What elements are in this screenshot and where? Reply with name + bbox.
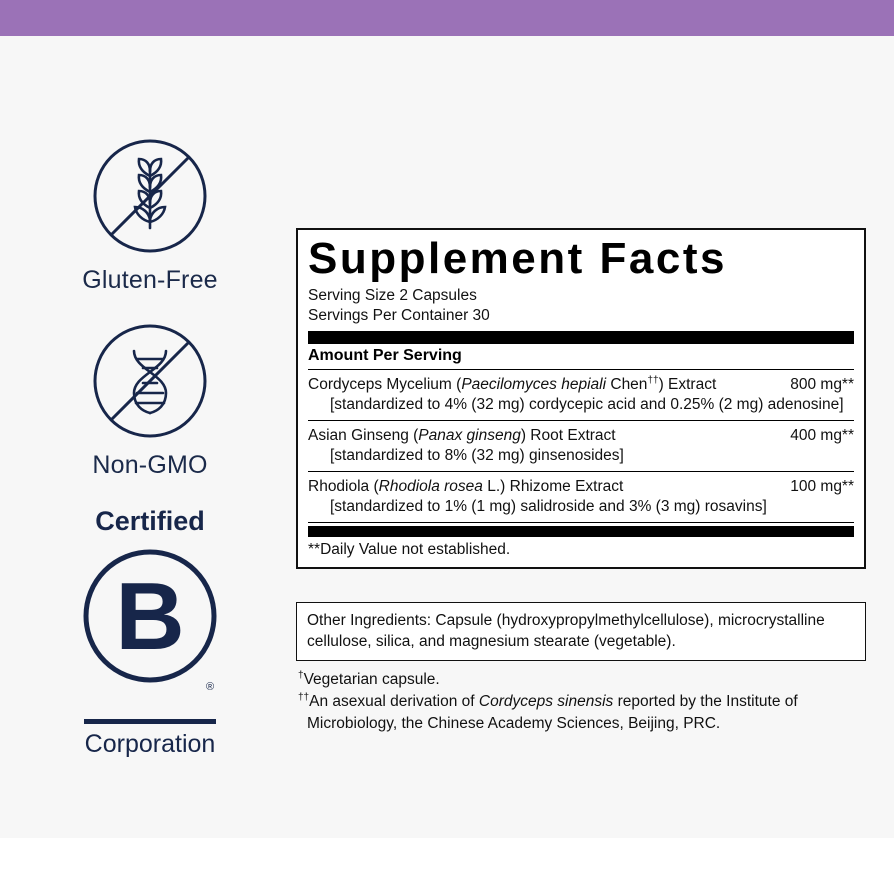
amount-per-serving-header: Amount Per Serving [308, 344, 854, 370]
ingredient-amount: 400 mg** [790, 427, 854, 445]
badge-label: Gluten-Free [82, 266, 218, 294]
svg-text:B: B [115, 563, 185, 670]
daily-value-note: **Daily Value not established. [308, 541, 511, 559]
other-ingredients-box [296, 602, 866, 661]
ingredient-standardization: [standardized to 4% (32 mg) cordycepic acid and 0.25% (2 mg) adenosine] [330, 396, 844, 414]
supplement-facts-panel [296, 228, 866, 569]
bcorp-divider [84, 719, 216, 724]
certification-badge-column [40, 136, 260, 785]
ingredient-amount: 800 mg** [790, 376, 854, 394]
bottom-white-band [0, 838, 894, 894]
rule-thick-top [308, 331, 854, 344]
b-corp-logo [75, 541, 225, 691]
rule-thick-bottom [308, 526, 854, 537]
ingredient-name: Asian Ginseng (Panax ginseng) Root Extract [308, 427, 616, 445]
badge-label: Non-GMO [92, 451, 208, 479]
footnote-cordyceps: ††An asexual derivation of Cordyceps sinensis reported by the Institute of [298, 691, 798, 711]
serving-size: Serving Size 2 Capsules [308, 286, 477, 304]
servings-per-container: Servings Per Container 30 [308, 306, 490, 324]
badge-non-gmo [40, 321, 260, 480]
footnotes [298, 668, 874, 734]
label-canvas [0, 36, 894, 838]
footnote-cordyceps-line2: Microbiology, the Chinese Academy Sciences, Beijing, PRC. [307, 715, 721, 733]
ingredient-name: Cordyceps Mycelium (Paecilomyces hepiali Chen††) Extract [308, 375, 717, 394]
ingredient-row [308, 421, 854, 472]
ingredient-row [308, 370, 854, 421]
serving-info [308, 286, 854, 326]
ingredient-standardization: [standardized to 1% (1 mg) salidroside and 3% (3 mg) rosavins] [330, 498, 767, 516]
ingredient-row [308, 472, 854, 523]
footnote-vegetarian: †Vegetarian capsule. [298, 669, 440, 688]
other-ingredients-text: Other Ingredients: Capsule (hydroxypropylmethylcellulose), microcrystalline cellulose, silica, and magnesium stearate (vegetable). [307, 612, 825, 650]
bcorp-certified-text: Certified [95, 506, 205, 536]
ingredient-standardization: [standardized to 8% (32 mg) ginsenosides] [330, 447, 624, 465]
supplement-facts-title: Supplement Facts [308, 234, 727, 283]
badge-gluten-free [40, 136, 260, 295]
ingredient-amount: 100 mg** [790, 478, 854, 496]
ingredient-name: Rhodiola (Rhodiola rosea L.) Rhizome Extract [308, 478, 624, 496]
registered-mark: ® [205, 681, 215, 693]
dna-non-gmo-icon [90, 321, 210, 441]
bcorp-corporation-text: Corporation [84, 730, 216, 758]
badge-b-corp [40, 506, 260, 759]
top-accent-band [0, 0, 894, 36]
wheat-gluten-free-icon [90, 136, 210, 256]
